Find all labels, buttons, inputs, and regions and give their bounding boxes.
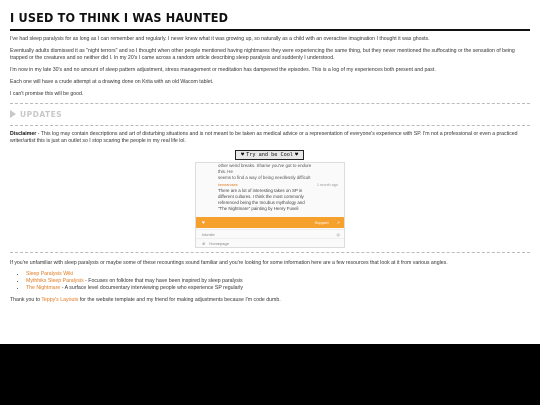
heart-icon: ♥ [294, 152, 299, 158]
comment-time: 1 month ago [316, 183, 338, 187]
disclaimer [10, 131, 530, 145]
resource-link[interactable]: Mythhiks Sleep Paralysis [26, 278, 84, 284]
embed-title: Try and be Cool [246, 152, 293, 158]
heart-icon[interactable]: ♥ [202, 219, 205, 226]
link-rows [196, 229, 345, 247]
link-row[interactable] [196, 238, 345, 247]
previous-comment-cut: other weird breaks. Shame you've got to endure this. He [218, 163, 312, 174]
row-label: Inkmile [202, 231, 215, 237]
embedded-widget [195, 150, 345, 248]
divider [10, 103, 530, 104]
credits: Thank you to Teppy's Layouts for the website template and my friend for making adjustments because I'm code dumb. [10, 297, 281, 303]
intro-paragraph-1: I've had sleep paralysis for as long as I can remember and regularly. I never knew what it was growing up, so naturally as a child with an overactive imagination I thought it was ghosts. [10, 36, 430, 42]
resources-intro: If you're unfamiliar with sleep paralysis or maybe some of these recountings sound familiar and you're looking for some information here are a few resources that look at it from various angles. [10, 260, 448, 266]
support-bar [196, 217, 345, 228]
divider [10, 125, 530, 126]
comment-text: There are a lot of interesting takes on SP in different cultures. I think the most commonly referenced being the Incubus mythology and "The Nightmare" painting by Henry Fuseli [218, 188, 305, 211]
disclaimer-text: - This log may contain descriptions and art of disturbing situations and is not meant to be taken as medical advice or a representation of everyone's experience with SP. I'm not a professional or even a practiced writer/artist this is just an outlet so I stop scaring the people in my real life lol. [10, 131, 518, 144]
link-row[interactable] [196, 229, 345, 238]
title-divider [10, 29, 530, 31]
intro-paragraph-3: I'm now in my late 30's and no amount of sleep pattern adjustment, stress management or meditation has dampened the episodes. This is a log of my experiences both present and past. [10, 67, 436, 73]
list-item [26, 271, 530, 278]
resource-link[interactable]: Sleep Paralysis Wiki [26, 271, 73, 277]
embed-title-bar [235, 150, 304, 160]
previous-comment: seems to find a way of being needlessly difficult [218, 175, 311, 180]
globe-icon: ⊕ [202, 240, 206, 246]
resource-list [26, 271, 530, 292]
divider [10, 252, 530, 253]
comment-card [195, 162, 345, 248]
page-title: I USED TO THINK I WAS HAUNTED [10, 10, 229, 25]
intro-paragraph-2: Eventually adults dismissed it as "night terrors" and so I thought when other people mentioned having nightmares they were experiencing the same thing, but they never mentioned the suffocating or the sensation of being trapped or the creatures and so neither did I. In my 20's I came across a random article describing sleep paralysis and suddenly I understood. [10, 48, 515, 61]
updates-label: UPDATES [20, 109, 63, 119]
target-icon: ◎ [336, 231, 340, 237]
footer-band [0, 344, 540, 405]
list-item: • The Nightmare - A surface level documentary interviewing people who experience SP regularly [26, 285, 530, 292]
comment-user[interactable]: kennaroses [218, 183, 238, 187]
list-item: • Mythhiks Sleep Paralysis - Focuses on folklore that may have been inspired by sleep paralysis [26, 278, 530, 285]
disclaimer-label: Disclaimer [10, 131, 37, 137]
resource-link[interactable]: The Nightmare [26, 285, 61, 291]
updates-toggle[interactable] [10, 108, 530, 120]
caret-right-icon [10, 110, 16, 118]
heart-icon: ♥ [241, 152, 245, 158]
external-link-icon[interactable]: ↗ [336, 220, 340, 225]
row-label: Homepage [209, 240, 229, 246]
intro-paragraph-5: I can't promise this will be good. [10, 91, 84, 97]
resources-section [10, 255, 530, 292]
intro-paragraph-4: Each one will have a crude attempt at a drawing done on Krita with an old Wacom tablet. [10, 79, 214, 85]
credits-link[interactable]: Teppy's Layouts [41, 297, 79, 303]
support-button[interactable]: Support [314, 220, 329, 225]
